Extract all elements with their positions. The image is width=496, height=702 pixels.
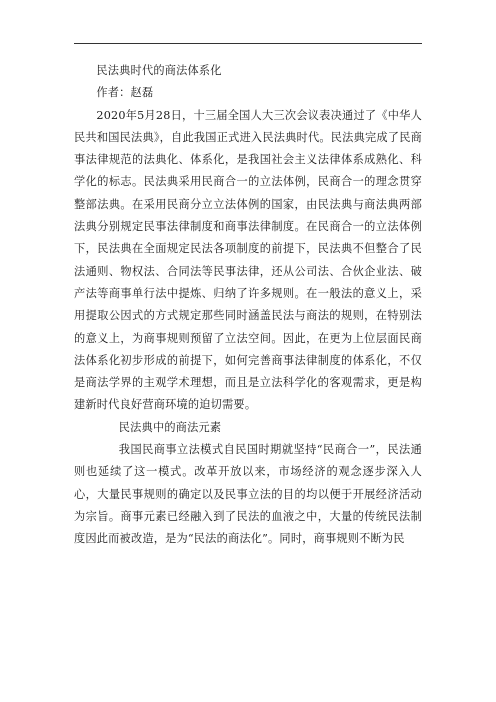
document-title: 民法典时代的商法体系化 xyxy=(96,64,222,77)
author-line: 作者：赵磊 xyxy=(96,86,154,100)
body-paragraph: 我国民商事立法模式自民国时期就坚持“民商合一”，民法通则也延续了这一模式。改革开放以来，市场经济的观念逐步深入人心，大量民事规则的确定以及民事立法的目的均以便于开展经济活动为宗旨。商事元素已经融入到了民法的血液之中，大量的传统民法制度因此而被改造，是为“民法的商法化”。同时，商事规则不断为民 xyxy=(74,443,422,546)
document-body xyxy=(74,60,422,551)
body-paragraph: 2020年5月28日，十三届全国人大三次会议表决通过了《中华人民共和国民法典》，自此我国正式进入民法典时代。民法典完成了民商事法律规范的法典化、体系化，是我国社会主义法律体系成熟化、科学化的标志。民法典采用民商合一的立法体例，民商合一的理念贯穿整部法典。在采用民商分立立法体例的国家，由民法典与商法典两部法典分别规定民事法律制度和商事法律制度。在民商合一的立法体例下，民法典在全面规定民法各项制度的前提下，民法典不但整合了民法通则、物权法、合同法等民事法律，还从公司法、合伙企业法、破产法等商事单行法中提炼、归纳了许多规则。在一般法的意义上，采用提取公因式的方式规定那些同时涵盖民法与商法的规则，在特别法的意义上，为商事规则预留了立法空间。因此，在更为上位层面民商法体系化初步形成的前提下，如何完善商事法律制度的体系化，不仅是商法学界的主观学术理想，而且是立法科学化的客观需求，更是构建新时代良好营商环境的迫切需要。 xyxy=(74,108,422,412)
header-rule xyxy=(74,43,422,44)
section-heading: 民法典中的商法元素 xyxy=(118,420,222,434)
